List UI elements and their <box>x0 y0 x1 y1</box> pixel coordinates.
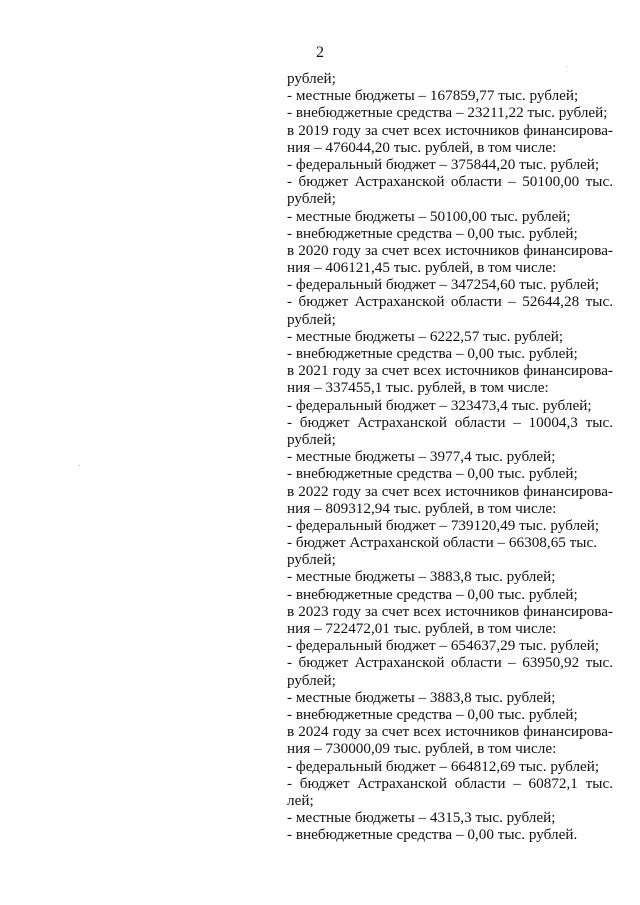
text-line: - внебюджетные средства – 0,00 тыс. рублей; <box>287 345 578 362</box>
text-line: ния – 722472,01 тыс. рублей, в том числе: <box>287 620 557 637</box>
text-line: в 2024 году за счет всех источников финансирова- <box>287 723 613 741</box>
text-line: - внебюджетные средства – 0,00 тыс. рублей; <box>287 465 578 483</box>
funding-text-block <box>287 70 613 843</box>
text-line: - местные бюджеты – 3883,8 тыс. рублей; <box>287 688 556 706</box>
text-line: рублей; <box>287 310 336 328</box>
text-line: - федеральный бюджет – 323473,4 тыс. рублей; <box>287 396 592 414</box>
text-line: - бюджет Астраханской области – 66308,65 тыс. <box>287 534 598 552</box>
text-line: - федеральный бюджет – 654637,29 тыс. рублей; <box>287 637 600 655</box>
text-line: - бюджет Астраханской области – 50100,00 тыс. <box>287 173 613 191</box>
text-line: - местные бюджеты – 167859,77 тыс. рублей; <box>287 87 579 105</box>
text-line: - бюджет Астраханской области – 10004,3 тыс. <box>287 413 613 431</box>
scan-speck <box>566 66 567 67</box>
text-line: - местные бюджеты – 6222,57 тыс. рублей; <box>287 327 564 345</box>
text-line: ния – 406121,45 тыс. рублей, в том числе: <box>287 259 557 277</box>
text-line: - федеральный бюджет – 664812,69 тыс. рублей; <box>287 757 600 775</box>
text-line: - внебюджетные средства – 23211,22 тыс. рублей; <box>287 104 608 122</box>
text-line: рублей; <box>287 671 336 689</box>
text-line: ния – 730000,09 тыс. рублей, в том числе: <box>287 740 557 758</box>
text-line: - федеральный бюджет – 375844,20 тыс. рублей; <box>287 155 600 173</box>
text-line: лей; <box>287 791 314 809</box>
text-line: - местные бюджеты – 3977,4 тыс. рублей; <box>287 448 556 466</box>
text-line: - местные бюджеты – 50100,00 тыс. рублей; <box>287 207 571 225</box>
text-line: - внебюджетные средства – 0,00 тыс. рублей; <box>287 585 578 603</box>
text-line: в 2023 году за счет всех источников финансирова- <box>287 602 613 620</box>
text-line: ния – 809312,94 тыс. рублей, в том числе: <box>287 499 557 517</box>
text-line: - федеральный бюджет – 347254,60 тыс. рублей; <box>287 276 600 294</box>
text-line: рублей; <box>287 430 336 448</box>
page-number: 2 <box>316 44 324 61</box>
text-line: - бюджет Астраханской области – 63950,92 тыс. <box>287 654 613 672</box>
text-line: - местные бюджеты – 4315,3 тыс. рублей; <box>287 809 556 827</box>
text-line: - бюджет Астраханской области – 52644,28 тыс. <box>287 293 613 311</box>
text-line: ния – 337455,1 тыс. рублей, в том числе: <box>287 379 549 397</box>
scan-speck <box>79 465 80 466</box>
text-line: рублей; <box>287 70 336 87</box>
text-line: в 2021 году за счет всех источников финансирова- <box>287 362 613 380</box>
text-line: в 2019 году за счет всех источников финансирова- <box>287 121 613 139</box>
text-line: - внебюджетные средства – 0,00 тыс. рублей; <box>287 705 578 723</box>
text-line: - внебюджетные средства – 0,00 тыс. рублей. <box>287 826 578 844</box>
text-line: - федеральный бюджет – 739120,49 тыс. рублей; <box>287 516 600 534</box>
text-line: в 2020 году за счет всех источников финансирова- <box>287 241 613 259</box>
text-line: рублей; <box>287 551 336 569</box>
text-line: - бюджет Астраханской области – 60872,1 тыс. <box>287 774 613 792</box>
text-line: - внебюджетные средства – 0,00 тыс. рублей; <box>287 224 578 242</box>
text-line: - местные бюджеты – 3883,8 тыс. рублей; <box>287 568 556 586</box>
text-line: рублей; <box>287 190 336 208</box>
text-line: в 2022 году за счет всех источников финансирова- <box>287 482 613 500</box>
text-line: ния – 476044,20 тыс. рублей, в том числе: <box>287 138 557 156</box>
